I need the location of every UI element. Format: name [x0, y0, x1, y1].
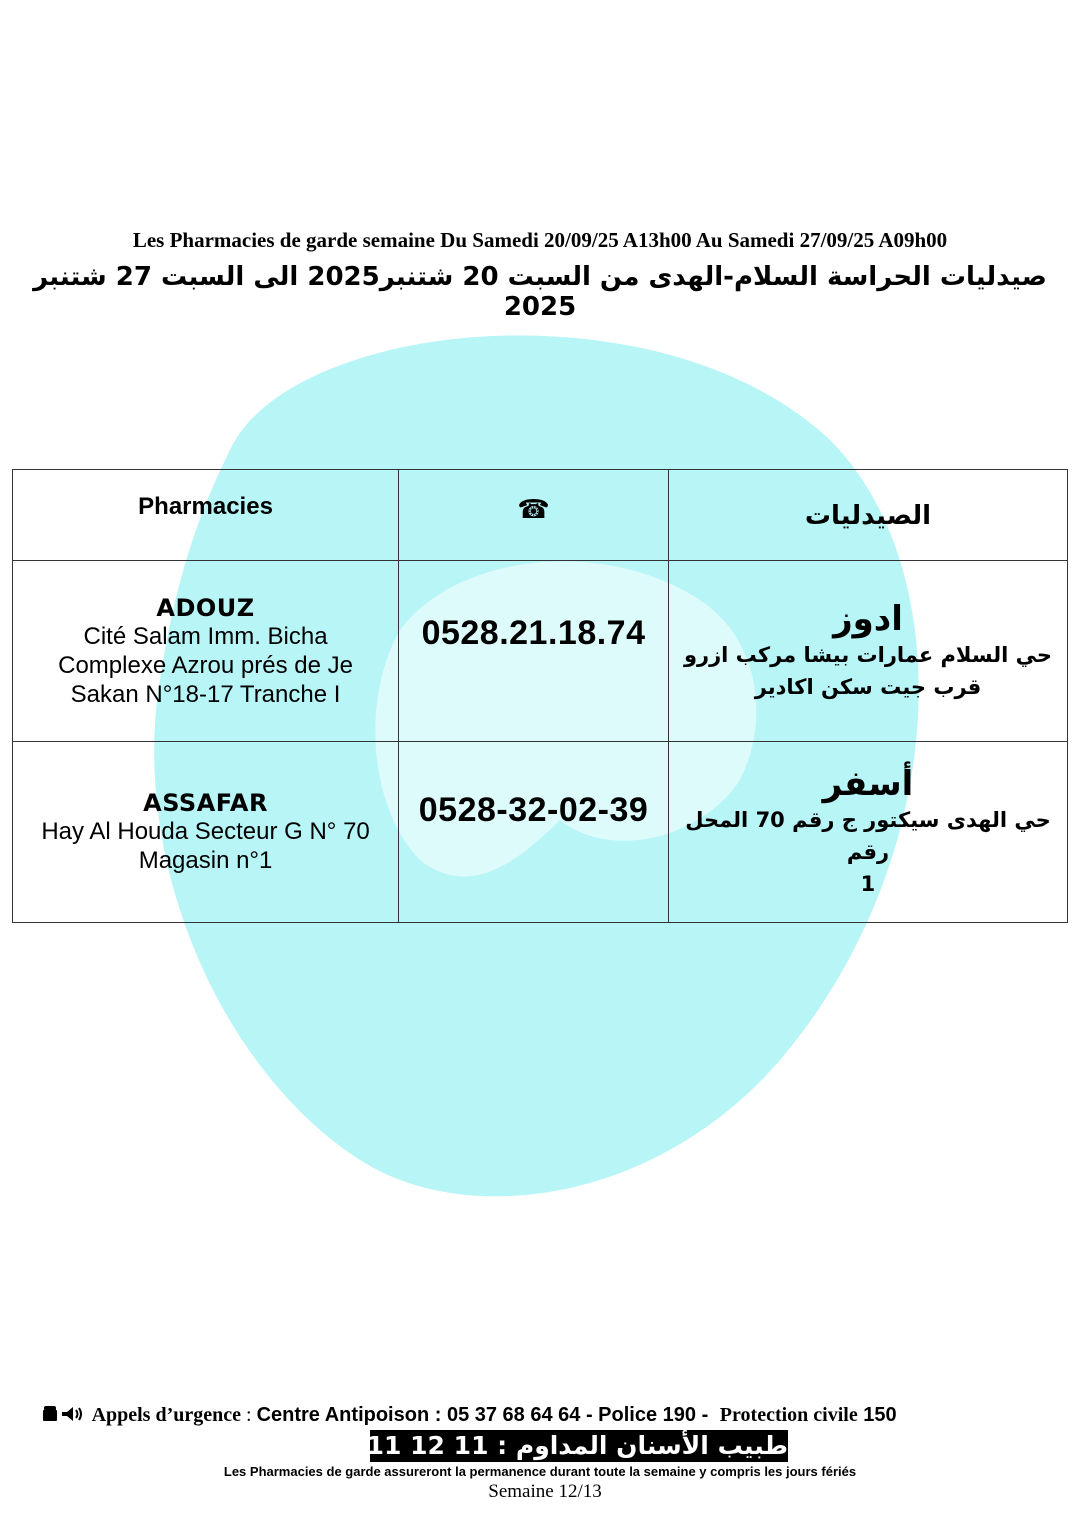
pharmacy-address-ar-line: حي السلام عمارات بيشا مركب ازرو: [683, 643, 1053, 667]
pharmacy-phone-cell: [399, 561, 669, 742]
phone-speaker-icon: [42, 1405, 86, 1423]
header-cell-phone: [399, 470, 669, 561]
table-row: [13, 561, 1068, 742]
pharmacy-address-ar-line: 1: [860, 872, 876, 896]
pharmacy-name-ar: أسفر: [822, 764, 914, 804]
protection-label: Protection civile: [719, 1404, 858, 1426]
pharmacy-name-fr: ADOUZ: [156, 593, 255, 622]
pharmacy-address-ar-line: قرب جيت سكن اكادير: [754, 675, 982, 699]
page-title-ar: صيدليات الحراسة السلام-الهدى من السبت 20 شتنبر2025 الى السبت 27 شتنبر 2025: [33, 262, 1047, 322]
telephone-icon: ☎: [517, 493, 550, 524]
pharmacy-address-ar-line: حي الهدى سيكتور ج رقم 70 المحل رقم: [685, 808, 1051, 864]
pharmacy-ar-cell: [668, 742, 1067, 923]
emergency-calls: [42, 1404, 897, 1427]
pharmacy-address-line: Complexe Azrou prés de Je: [58, 651, 353, 679]
pharmacy-phone-cell: [399, 742, 669, 923]
header-cell-pharmacies-ar: [668, 470, 1067, 561]
protection-number: 150: [863, 1404, 897, 1426]
table-row: [13, 742, 1068, 923]
pharmacy-address-line: Cité Salam Imm. Bicha: [83, 622, 328, 650]
week-number: Semaine 12/13: [488, 1481, 602, 1502]
pharmacy-fr-cell: [13, 742, 399, 923]
footer-note: Les Pharmacies de garde assureront la permanence durant toute la semaine y compris les jours fériés: [223, 1464, 857, 1479]
table-header-row: [13, 470, 1068, 561]
pharmacy-ar-cell: [668, 561, 1067, 742]
antipoison-police: Centre Antipoison : 05 37 68 64 64 - Police 190 -: [256, 1404, 709, 1426]
page-title-fr: Les Pharmacies de garde semaine Du Samedi 20/09/25 A13h00 Au Samedi 27/09/25 A09h00: [132, 228, 948, 252]
pharmacies-table: [12, 469, 1068, 923]
pharmacy-phone: 0528-32-02-39: [418, 790, 649, 829]
header-cell-pharmacies: [13, 470, 399, 561]
pharmacy-address-line: Magasin n°1: [138, 847, 273, 874]
emergency-label: Appels d’urgence: [91, 1404, 242, 1426]
pharmacy-fr-cell: [13, 561, 399, 742]
column-header-pharmacies-ar: الصيدليات: [804, 499, 932, 530]
pharmacy-phone: 0528.21.18.74: [421, 613, 646, 652]
pharmacy-address-line: Sakan N°18-17 Tranche I: [70, 680, 341, 708]
dentist-on-duty: طبيب الأسنان المداوم : 11 12 11 08 06: [279, 1431, 788, 1460]
pharmacy-name-fr: ASSAFAR: [143, 789, 268, 817]
column-header-pharmacies: Pharmacies: [138, 493, 273, 520]
pharmacy-address-line: Hay Al Houda Secteur G N° 70: [41, 818, 370, 845]
pharmacy-name-ar: ادوز: [833, 599, 903, 639]
emergency-colon: :: [241, 1404, 257, 1426]
